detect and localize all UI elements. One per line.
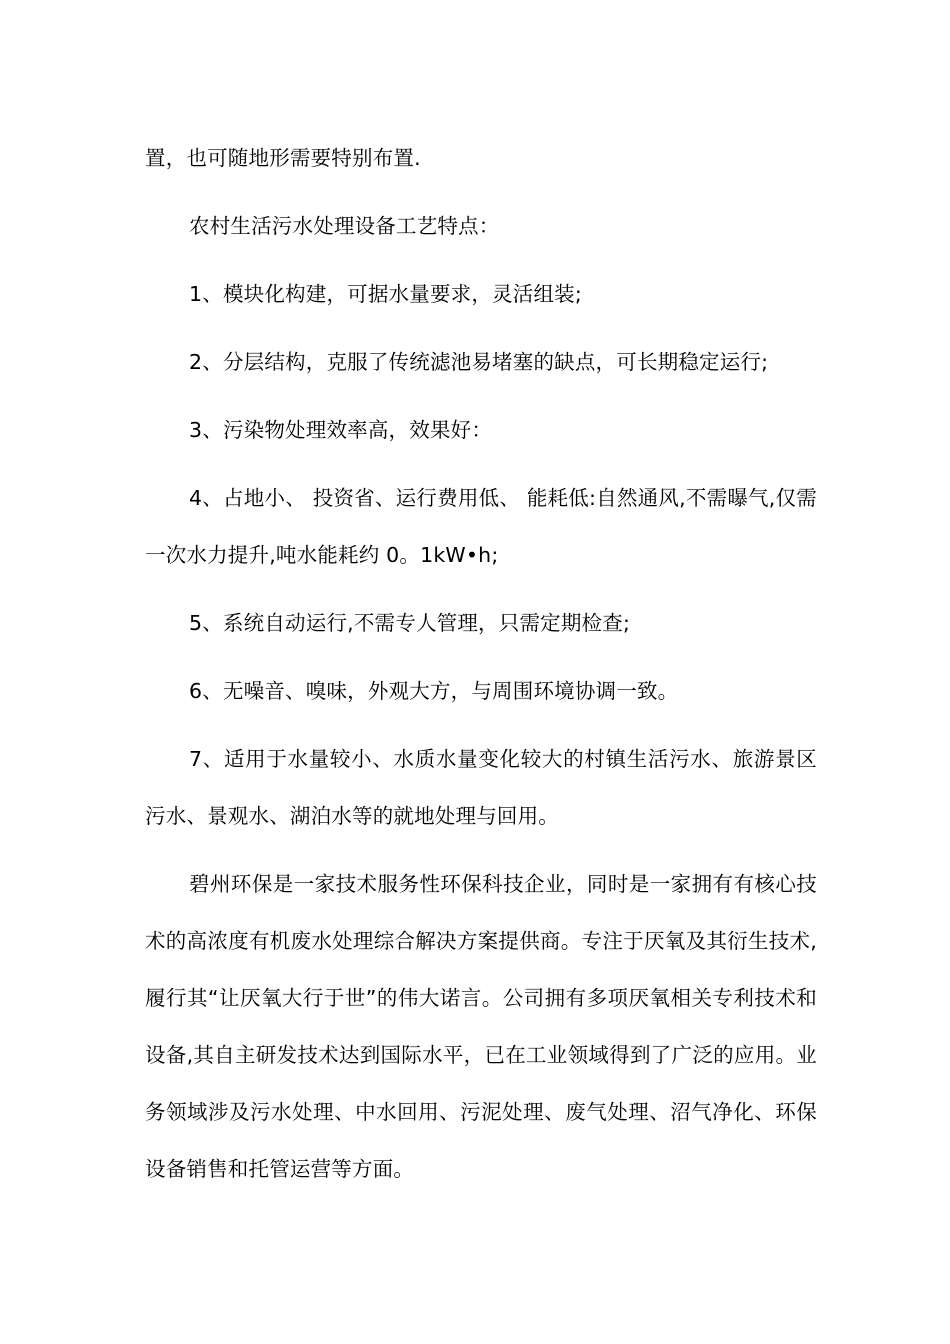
- paragraph-feature-5: 5、系统自动运行,不需专人管理，只需定期检查;: [189, 611, 631, 635]
- paragraph-feature-1: 1、模块化构建，可据水量要求，灵活组装;: [189, 282, 582, 306]
- paragraph-continuation: 置，也可随地形需要特别布置.: [145, 146, 421, 170]
- paragraph-feature-3: 3、污染物处理效率高，效果好：: [189, 418, 493, 442]
- paragraph-feature-7: 7、适用于水量较小、水质水量变化较大的村镇生活污水、旅游景区污水、景观水、湖泊水等的就地处理与回用。: [145, 747, 817, 828]
- paragraph-feature-2: 2、分层结构，克服了传统滤池易堵塞的缺点，可长期稳定运行;: [189, 350, 769, 374]
- paragraph-feature-4: 4、占地小、 投资省、运行费用低、 能耗低:自然通风,不需曝气,仅需一次水力提升,吨水能耗约 0。1kW•h;: [145, 486, 817, 567]
- paragraph-feature-6: 6、无噪音、嗅味，外观大方，与周围环境协调一致。: [189, 679, 679, 703]
- paragraph-company-intro: 碧州环保是一家技术服务性环保科技企业，同时是一家拥有有核心技术的高浓度有机废水处理综合解决方案提供商。专注于厌氧及其衍生技术,履行其“让厌氧大行于世”的伟大诺言。公司拥有多项厌氧相关专利技术和设备,其自主研发技术达到国际水平，已在工业领域得到了广泛的应用。业务领域涉及污水处理、中水回用、污泥处理、废气处理、沼气净化、环保设备销售和托管运营等方面。: [145, 872, 817, 1181]
- paragraph-features-heading: 农村生活污水处理设备工艺特点：: [189, 214, 500, 238]
- document-body: [145, 130, 817, 1198]
